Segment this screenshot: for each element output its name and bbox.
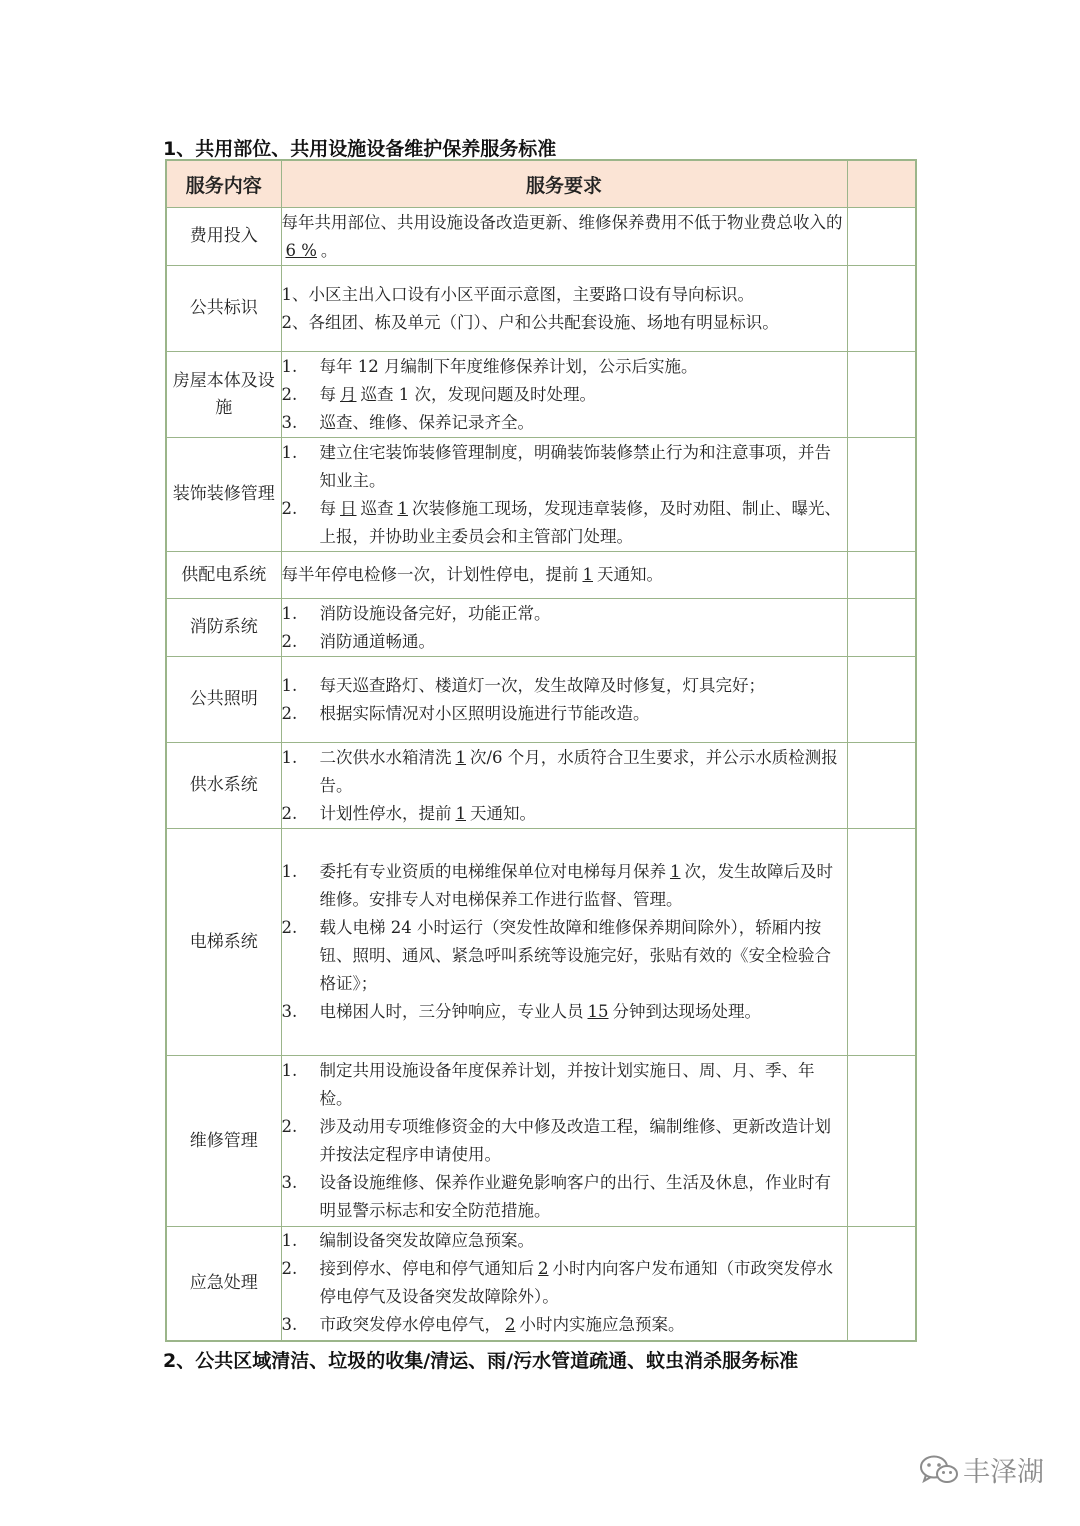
- item-text: [320, 495, 847, 551]
- service-category: 供配电系统: [166, 552, 281, 599]
- requirement-item: [282, 353, 847, 381]
- item-text-part: 计划性停水，提前: [319, 803, 452, 823]
- item-text: [320, 700, 847, 728]
- table-row: [166, 1227, 916, 1341]
- table-row: [166, 657, 916, 743]
- service-requirement: [281, 438, 847, 552]
- item-number: 2.: [281, 631, 298, 651]
- service-category: 房屋本体及设施: [166, 352, 281, 438]
- item-text-part: 每: [319, 384, 336, 404]
- blank-cell: [847, 657, 916, 743]
- item-text: [320, 1057, 847, 1113]
- table-body: [166, 208, 916, 1341]
- item-text-part: 小时内实施应急预案。: [519, 1315, 685, 1335]
- item-number: 2.: [281, 1117, 298, 1136]
- filled-blank: 月: [340, 384, 357, 404]
- item-text-part: 每天巡查路灯、楼道灯一次，发生故障及时修复，灯具完好；: [319, 675, 765, 695]
- filled-blank: 2: [538, 1259, 549, 1279]
- requirement-item: [282, 1255, 847, 1311]
- requirement-item: [282, 1169, 847, 1225]
- requirement-item: [282, 1057, 847, 1113]
- item-number: 2.: [281, 1259, 298, 1279]
- item-text: [320, 998, 847, 1026]
- requirement-item: [282, 381, 847, 409]
- filled-blank: 日: [340, 498, 357, 518]
- item-text-part: 根据实际情况对小区照明设施进行节能改造。: [319, 703, 650, 723]
- filled-blank: 2: [505, 1315, 516, 1335]
- item-text: [320, 858, 847, 914]
- service-requirement: [281, 208, 847, 266]
- service-requirement: [281, 266, 847, 352]
- requirement-item: [282, 495, 847, 551]
- item-text-part: 次/6 个月，水质符合卫生要求，并公示水质检测报告。: [319, 747, 838, 795]
- item-text-part: 电梯困人时，三分钟响应，专业人员: [319, 1002, 584, 1021]
- blank-cell: [847, 599, 916, 657]
- service-requirement: [281, 1227, 847, 1341]
- item-text: [320, 1169, 847, 1225]
- item-text: [320, 1227, 847, 1255]
- blank-cell: [847, 1056, 916, 1227]
- requirement-text-part: 每半年停电检修一次，计划性停电，提前: [281, 565, 579, 584]
- service-requirement: [281, 657, 847, 743]
- requirement-item: [282, 1227, 847, 1255]
- item-text: 各组团、栋及单元（门）、户和公共配套设施、场地有明显标识。: [308, 312, 779, 332]
- item-number: 3.: [281, 1315, 298, 1335]
- requirement-item: [282, 600, 847, 628]
- requirement-item: [282, 439, 847, 495]
- item-text-part: 巡查: [360, 498, 394, 518]
- requirement-item: [282, 998, 847, 1026]
- item-text-part: 编制设备突发故障应急预案。: [319, 1231, 534, 1251]
- table-row: [166, 743, 916, 829]
- item-number: 1.: [281, 1061, 298, 1080]
- requirement-text: [282, 209, 847, 265]
- item-text-part: 二次供水水箱清洗: [319, 747, 452, 767]
- item-text-part: 载人电梯 24 小时运行（突发性故障和维修保养期间除外），轿厢内按钮、照明、通风、紧急呼叫系统等设施完好，张贴有效的《安全检验合格证》；: [319, 918, 831, 993]
- item-text-part: 小时内向客户发布通知（市政突发停水停电停气及设备突发故障除外）。: [319, 1259, 833, 1307]
- blank-cell: [847, 829, 916, 1056]
- item-number: 2.: [281, 918, 298, 937]
- requirement-item: [282, 672, 847, 700]
- item-number: 1.: [281, 862, 298, 881]
- maintenance-standards-table: [165, 159, 917, 1342]
- item-number: 1.: [281, 603, 298, 623]
- requirement-item: [282, 628, 847, 656]
- blank-cell: [847, 208, 916, 266]
- table-row: [166, 829, 916, 1056]
- item-text-part: 消防设施设备完好，功能正常。: [319, 603, 551, 623]
- section-1-heading: 1、共用部位、共用设施设备维护保养服务标准: [163, 138, 557, 160]
- item-text-part: 接到停水、停电和停气通知后: [319, 1259, 534, 1279]
- item-number: 1.: [281, 442, 298, 462]
- item-text-part: 每年 12 月编制下年度维修保养计划，公示后实施。: [319, 356, 698, 376]
- filled-blank: 1: [670, 862, 681, 881]
- service-requirement: [281, 352, 847, 438]
- service-category: 公共照明: [166, 657, 281, 743]
- requirement-item: [282, 281, 847, 309]
- requirement-item: [282, 858, 847, 914]
- service-requirement: [281, 599, 847, 657]
- item-number: 2.: [281, 803, 298, 823]
- item-text-part: 天通知。: [470, 803, 536, 823]
- blank-cell: [847, 266, 916, 352]
- requirement-text-part: 每年共用部位、共用设施设备改造更新、维修保养费用不低于物业费总收入的: [281, 212, 843, 232]
- item-text: [320, 628, 847, 656]
- item-number: 1.: [281, 747, 298, 767]
- table-row: [166, 266, 916, 352]
- requirement-text-part: 天通知。: [597, 565, 663, 584]
- section-2-heading: 2、公共区域清洁、垃圾的收集/清运、雨/污水管道疏通、蚊虫消杀服务标准: [163, 1350, 799, 1372]
- table-row: [166, 352, 916, 438]
- filled-blank: 1: [455, 747, 466, 767]
- blank-cell: [847, 1227, 916, 1341]
- item-text-part: 委托有专业资质的电梯维保单位对电梯每月保养: [319, 862, 666, 881]
- service-category: 费用投入: [166, 208, 281, 266]
- item-number: 1.: [281, 675, 298, 695]
- table-row: [166, 438, 916, 552]
- item-text-part: 消防通道畅通。: [319, 631, 435, 651]
- item-text-part: 次装修施工现场，发现违章装修，及时劝阻、制止、曝光、上报，并协助业主委员会和主管部门处理。: [319, 498, 841, 546]
- header-service-requirement: 服务要求: [281, 160, 847, 208]
- service-requirement: [281, 552, 847, 599]
- item-text: [320, 672, 847, 700]
- requirement-item: [282, 1113, 847, 1169]
- table-header-row: [166, 160, 916, 208]
- item-text: [320, 744, 847, 800]
- service-category: 消防系统: [166, 599, 281, 657]
- filled-blank: 15: [587, 1002, 609, 1021]
- item-text: [320, 381, 847, 409]
- requirement-item: [282, 1311, 847, 1339]
- item-text: [320, 353, 847, 381]
- filled-blank: 1: [397, 498, 408, 518]
- requirement-item: [282, 309, 847, 337]
- watermark: [919, 1450, 1044, 1489]
- item-number: 3.: [281, 412, 298, 432]
- item-text: [320, 600, 847, 628]
- service-category: 应急处理: [166, 1227, 281, 1341]
- service-category: 装饰装修管理: [166, 438, 281, 552]
- blank-cell: [847, 552, 916, 599]
- item-number: 3.: [281, 1173, 298, 1192]
- service-requirement: [281, 829, 847, 1056]
- item-text: [320, 914, 847, 998]
- table-row: [166, 208, 916, 266]
- item-text-part: 建立住宅装饰装修管理制度，明确装饰装修禁止行为和注意事项，并告知业主。: [319, 442, 831, 490]
- requirement-item: [282, 744, 847, 800]
- filled-blank: 1: [582, 565, 593, 584]
- requirement-item: [282, 409, 847, 437]
- service-category: 电梯系统: [166, 829, 281, 1056]
- item-number: 1、: [281, 284, 309, 304]
- item-number: 2、: [281, 312, 309, 332]
- service-requirement: [281, 743, 847, 829]
- table-row: [166, 599, 916, 657]
- item-text-part: 每: [319, 498, 336, 518]
- requirement-item: [282, 914, 847, 998]
- item-number: 2.: [281, 498, 298, 518]
- requirement-item: [282, 800, 847, 828]
- item-text: [320, 1311, 847, 1339]
- requirement-text: [282, 561, 847, 589]
- header-service-content: 服务内容: [166, 160, 281, 208]
- requirement-item: [282, 700, 847, 728]
- service-requirement: [281, 1056, 847, 1227]
- item-text-part: 巡查、维修、保养记录齐全。: [319, 412, 534, 432]
- blank-cell: [847, 743, 916, 829]
- item-text-part: 设备设施维修、保养作业避免影响客户的出行、生活及休息，作业时有明显警示标志和安全防范措施。: [319, 1173, 831, 1220]
- item-number: 2.: [281, 384, 298, 404]
- item-text: [320, 409, 847, 437]
- filled-blank: 6 %: [285, 240, 317, 260]
- item-number: 1.: [281, 356, 298, 376]
- service-category: 公共标识: [166, 266, 281, 352]
- item-number: 1.: [281, 1231, 298, 1251]
- item-text-part: 巡查 1 次，发现问题及时处理。: [360, 384, 596, 404]
- item-text: [320, 439, 847, 495]
- item-text: [320, 1113, 847, 1169]
- item-text: [320, 800, 847, 828]
- item-text: [320, 1255, 847, 1311]
- filled-blank: 1: [455, 803, 466, 823]
- watermark-text: 丰泽湖: [963, 1457, 1044, 1488]
- table-row: [166, 552, 916, 599]
- blank-cell: [847, 438, 916, 552]
- item-text: 小区主出入口设有小区平面示意图，主要路口设有导向标识。: [308, 284, 754, 304]
- item-text-part: 次，发生故障后及时维修。安排专人对电梯保养工作进行监督、管理。: [319, 862, 833, 909]
- blank-cell: [847, 352, 916, 438]
- table-row: [166, 1056, 916, 1227]
- item-number: 2.: [281, 703, 298, 723]
- service-category: 供水系统: [166, 743, 281, 829]
- item-text-part: 分钟到达现场处理。: [612, 1002, 761, 1021]
- wechat-icon: [919, 1454, 959, 1486]
- header-blank-column: [847, 160, 916, 208]
- item-text-part: 涉及动用专项维修资金的大中修及改造工程，编制维修、更新改造计划并按法定程序申请使用。: [319, 1117, 831, 1164]
- item-text-part: 制定共用设施设备年度保养计划，并按计划实施日、周、月、季、年检。: [319, 1061, 815, 1108]
- item-text-part: 市政突发停水停电停气，: [319, 1315, 501, 1335]
- service-category: 维修管理: [166, 1056, 281, 1227]
- item-number: 3.: [281, 1002, 298, 1021]
- requirement-text-part: 。: [320, 240, 338, 260]
